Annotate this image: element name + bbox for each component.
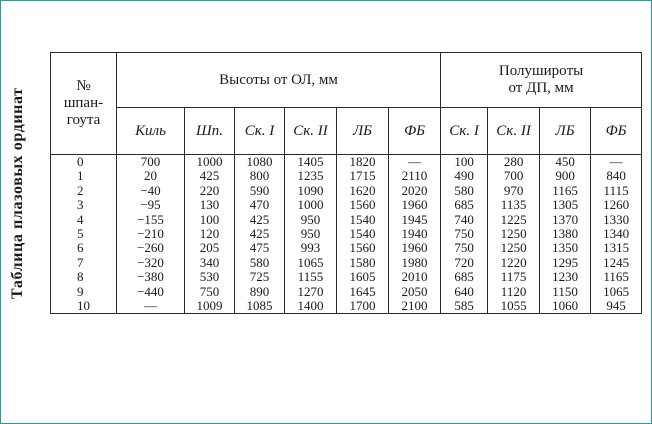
table-cell: 1370: [552, 211, 579, 227]
table-cell: 1165: [552, 182, 578, 198]
table-cell: −440: [137, 283, 164, 299]
table-cell: 800: [249, 168, 270, 184]
col-header-lb-height: ЛБ: [337, 108, 389, 155]
table-cell: 1560: [349, 197, 376, 213]
table-cell: —: [609, 154, 623, 169]
table-cell: 1340: [603, 226, 630, 242]
table-cell: 725: [249, 269, 270, 285]
col-lb-halfwidth: [540, 155, 591, 314]
table-cell: 890: [249, 283, 270, 299]
col-header-lb-halfwidth: ЛБ: [540, 108, 591, 155]
table-cell: 1225: [500, 211, 527, 227]
col-header-sk1-height: Ск. I: [235, 108, 285, 155]
table-cell: 950: [300, 226, 321, 242]
table-cell: 2050: [401, 283, 428, 299]
table-cell: 1120: [500, 283, 527, 299]
col-header-sk2-height: Ск. II: [285, 108, 337, 155]
col-sk1-halfwidth: [441, 155, 488, 314]
table-cell: 1295: [552, 254, 579, 270]
table-cell: 100: [199, 211, 220, 227]
table-cell: 1820: [349, 154, 376, 169]
table-cell: 475: [249, 240, 270, 256]
table-cell: 530: [199, 269, 220, 285]
table-cell: 1940: [401, 226, 428, 242]
table-cell: 490: [454, 168, 474, 184]
table-cell: 1: [77, 168, 84, 184]
table-cell: —: [408, 154, 422, 169]
plaz-ordinates-table: [50, 52, 642, 314]
table-cell: 130: [199, 197, 220, 213]
table-cell: 1220: [500, 254, 527, 270]
col-lb-height: [337, 155, 389, 314]
table-cell: 700: [140, 154, 161, 169]
table-cell: 5: [77, 226, 84, 242]
table-cell: 1065: [297, 254, 324, 270]
table-cell: 1380: [552, 226, 579, 242]
table-cell: −210: [137, 226, 164, 242]
table-cell: 1235: [297, 168, 324, 184]
table-cell: 590: [249, 182, 270, 198]
col-header-fb-halfwidth: ФБ: [591, 108, 642, 155]
table-cell: 1400: [297, 298, 324, 314]
col-sk2-halfwidth: [488, 155, 540, 314]
table-cell: 6: [77, 240, 84, 256]
table-cell: 10: [77, 298, 90, 314]
col-header-shp: Шп.: [185, 108, 235, 155]
table-cell: 1000: [297, 197, 324, 213]
table-cell: 2010: [401, 269, 428, 285]
table-cell: 2100: [401, 298, 428, 314]
table-cell: 1540: [349, 226, 376, 242]
table-cell: −155: [137, 211, 164, 227]
table-cell: 9: [77, 283, 84, 299]
table-cell: 470: [249, 197, 270, 213]
col-sk2-height: [285, 155, 337, 314]
table-cell: 1540: [349, 211, 376, 227]
table-cell: 1700: [349, 298, 376, 314]
table-cell: 1080: [246, 154, 273, 169]
col-header-keel: Киль: [117, 108, 185, 155]
table-cell: 1350: [552, 240, 579, 256]
col-header-sk1-halfwidth: Ск. I: [441, 108, 488, 155]
table-cell: 1000: [196, 154, 223, 169]
table-cell: 100: [454, 154, 474, 169]
table-cell: 0: [77, 154, 84, 169]
table-cell: 1315: [603, 240, 630, 256]
table-cell: 1330: [603, 211, 630, 227]
table-cell: 1060: [552, 298, 579, 314]
table-cell: 1960: [401, 197, 428, 213]
table-cell: 750: [454, 240, 474, 256]
table-cell: 900: [555, 168, 575, 184]
table-cell: 580: [454, 182, 474, 198]
table-cell: 1250: [500, 226, 527, 242]
table-cell: 1620: [349, 182, 376, 198]
table-cell: 3: [77, 197, 84, 213]
table-cell: 1560: [349, 240, 376, 256]
table-cell: 425: [249, 211, 270, 227]
table-cell: 1960: [401, 240, 428, 256]
table-cell: 1230: [552, 269, 579, 285]
side-title: Таблица плазовых ординат: [9, 87, 26, 299]
table-cell: 120: [199, 226, 220, 242]
table-cell: 1090: [297, 182, 324, 198]
table-cell: 1605: [349, 269, 376, 285]
table-cell: 1580: [349, 254, 376, 270]
table-cell: 1135: [500, 197, 527, 213]
table-cell: 1165: [603, 269, 629, 285]
table-cell: 1250: [500, 240, 527, 256]
table-cell: −260: [137, 240, 164, 256]
table-cell: 20: [144, 168, 157, 184]
table-cell: 840: [606, 168, 626, 184]
table-cell: 585: [454, 298, 474, 314]
table-cell: 970: [503, 182, 524, 198]
table-cell: 1085: [246, 298, 273, 314]
table-cell: 450: [555, 154, 575, 169]
table-cell: 1945: [401, 211, 428, 227]
table-cell: 1175: [500, 269, 527, 285]
table-cell: 7: [77, 254, 84, 270]
table-cell: 1055: [500, 298, 527, 314]
halfwidths-group-header: Полуширoты от ДП, мм: [441, 53, 642, 108]
table-cell: 750: [199, 283, 220, 299]
table-cell: 1155: [297, 269, 324, 285]
table-cell: 640: [454, 283, 474, 299]
table-cell: 1305: [552, 197, 579, 213]
table-cell: 1245: [603, 254, 630, 270]
col-header-sk2-halfwidth: Ск. II: [488, 108, 540, 155]
heights-group-header: Высоты от ОЛ, мм: [117, 53, 441, 108]
col-fb-height: [389, 155, 441, 314]
table-cell: 425: [249, 226, 270, 242]
table-cell: 1260: [603, 197, 630, 213]
table-body-row: [51, 155, 642, 314]
table-cell: 280: [503, 154, 524, 169]
table-cell: —: [144, 298, 157, 314]
table-cell: 685: [454, 197, 474, 213]
col-shp: [185, 155, 235, 314]
frame-number-header: № шпан- гоута: [51, 53, 117, 155]
table-cell: 720: [454, 254, 474, 270]
col-keel: [117, 155, 185, 314]
col-sk1-height: [235, 155, 285, 314]
col-fb-halfwidth: [591, 155, 642, 314]
table-cell: 220: [199, 182, 220, 198]
table-cell: 2110: [401, 168, 428, 184]
table-cell: 8: [77, 269, 84, 285]
table-cell: −40: [140, 182, 161, 198]
table-cell: 1715: [349, 168, 376, 184]
table-cell: 1150: [552, 283, 578, 299]
col-frame: [51, 155, 117, 314]
table-cell: 2: [77, 182, 84, 198]
table-cell: −380: [137, 269, 164, 285]
table-cell: 425: [199, 168, 220, 184]
table-cell: 1405: [297, 154, 324, 169]
table-cell: −320: [137, 254, 164, 270]
table-cell: 1065: [603, 283, 630, 299]
table-cell: 1115: [603, 182, 629, 198]
table-cell: 750: [454, 226, 474, 242]
table-cell: 740: [454, 211, 474, 227]
table-cell: 993: [300, 240, 321, 256]
table-cell: 1980: [401, 254, 428, 270]
table-cell: 700: [503, 168, 524, 184]
table-cell: 1270: [297, 283, 324, 299]
table-cell: 580: [249, 254, 270, 270]
table-cell: 4: [77, 211, 84, 227]
col-header-fb-height: ФБ: [389, 108, 441, 155]
table-cell: 1645: [349, 283, 376, 299]
table-cell: 945: [606, 298, 626, 314]
table-cell: 2020: [401, 182, 428, 198]
table-cell: 205: [199, 240, 220, 256]
table-cell: 685: [454, 269, 474, 285]
table-cell: 950: [300, 211, 321, 227]
table-cell: 340: [199, 254, 220, 270]
table-cell: −95: [140, 197, 161, 213]
table-cell: 1009: [196, 298, 223, 314]
